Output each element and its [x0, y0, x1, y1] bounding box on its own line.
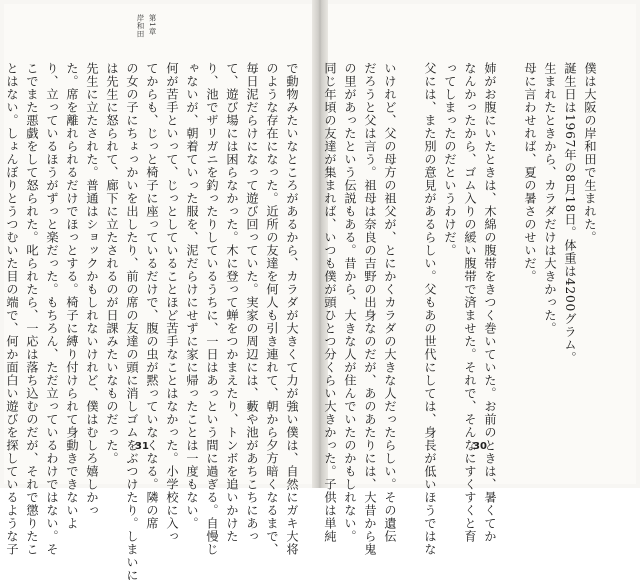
text-line: 僕は大阪の岸和田で生まれた。: [583, 62, 597, 244]
running-header-chapter: 第1章: [148, 14, 157, 36]
running-header-title: 岸和田: [136, 14, 145, 38]
text-line: とはない。しょんぼりとうつむいた目の端で、何か面白い遊びを探しているような子: [5, 62, 19, 556]
text-line: のような存在になった。近所の友達を何人も引き連れて、朝から夕方暗くなるまで、: [265, 62, 279, 556]
text-line: だろうと父は言う。祖母は奈良の吉野の出身なのだが、あのあたりには、大昔から鬼: [363, 62, 377, 556]
text-line: 同じ年頃の友達が集まれば、いつも僕が頭ひとつ分くらい大きかった。子供は単純: [323, 62, 337, 543]
text-line: て、遊び場には困らなかった。木に登って蝉をつかまえたり、トンボを追いかけた: [225, 62, 239, 543]
text-line: なんかったから、ゴム入りの緩い腹帯で済ませた。それで、そんなにすくすくと育: [463, 62, 477, 543]
text-line: の女の子にちょっかいを出したり、前の席の友達の頭に消しゴムをぶつけたり。しまいに: [125, 62, 139, 582]
text-line: いけれど、父の母方の祖父が、とにかくカラダの大きな人だったらしい。その遺伝: [383, 62, 397, 543]
text-line: てからも、じっと椅子に座っているだけで、腹の虫が黙っていなくなる。隣の席: [145, 62, 159, 530]
text-line: の里があったという伝説もある。昔から、大きな人が住んでいたのかもしれない。: [343, 62, 357, 543]
text-line: 先生に立たされた。普通はショックかもしれないけれど、僕はむしろ嬉しかっ: [85, 62, 99, 517]
text-line: 毎日泥だらけになって遊び回っていた。実家の周辺には、藪や池があちこちにあっ: [245, 62, 259, 543]
text-line: は先生に怒られて、廊下に立たされるのが日課みたいなものだった。: [105, 62, 119, 465]
text-line: 姉がお腹にいたときは、木綿の腹帯をきつく巻いていた。お前のときは、暑くてか: [483, 62, 497, 543]
text-line: り、立っているほうがずっと楽だった。もちろん、ただ立っているわけではない。そ: [45, 62, 59, 556]
text-line: 何が苦手といって、じっとしていることほど苦手なことはなかった。小学校に入っ: [165, 62, 179, 543]
text-line: 生まれたときから、カラダだけは大きかった。: [543, 62, 557, 335]
text-line: ってしまったのだというわけだ。: [443, 62, 457, 257]
text-line: 父には、また別の意見があるらしい。父もあの世代にしては、身長が低いほうではな: [423, 62, 437, 556]
page-number-right: 30: [473, 441, 487, 452]
text-line: 誕生日は1967年の8月18日。体重は4200グラム。: [563, 62, 577, 365]
text-line: り、池でザリガニを釣ったりしているうちに、一日はあっという間に過ぎる。自慢じ: [205, 62, 219, 556]
text-line: 母に言わせれば、夏の暑さのせいだ。: [523, 62, 537, 283]
text-line: た。席を離れられるだけでほっとする。椅子に縛り付けられて身動きできないよ: [65, 62, 79, 530]
text-line: こでまた悪戯をして怒られた。叱られたら、一応は落ち込むのだが、それで懲りたこ: [25, 62, 39, 556]
text-line: ゃないが、朝着ていった服を、泥だらけにせずに家に帰ったことは一度もない。: [185, 62, 199, 530]
text-line: で動物みたいなところがあるから、カラダが大きくて力が強い僕は、自然にガキ大将: [285, 62, 299, 556]
page-number-left: 31: [135, 441, 149, 452]
